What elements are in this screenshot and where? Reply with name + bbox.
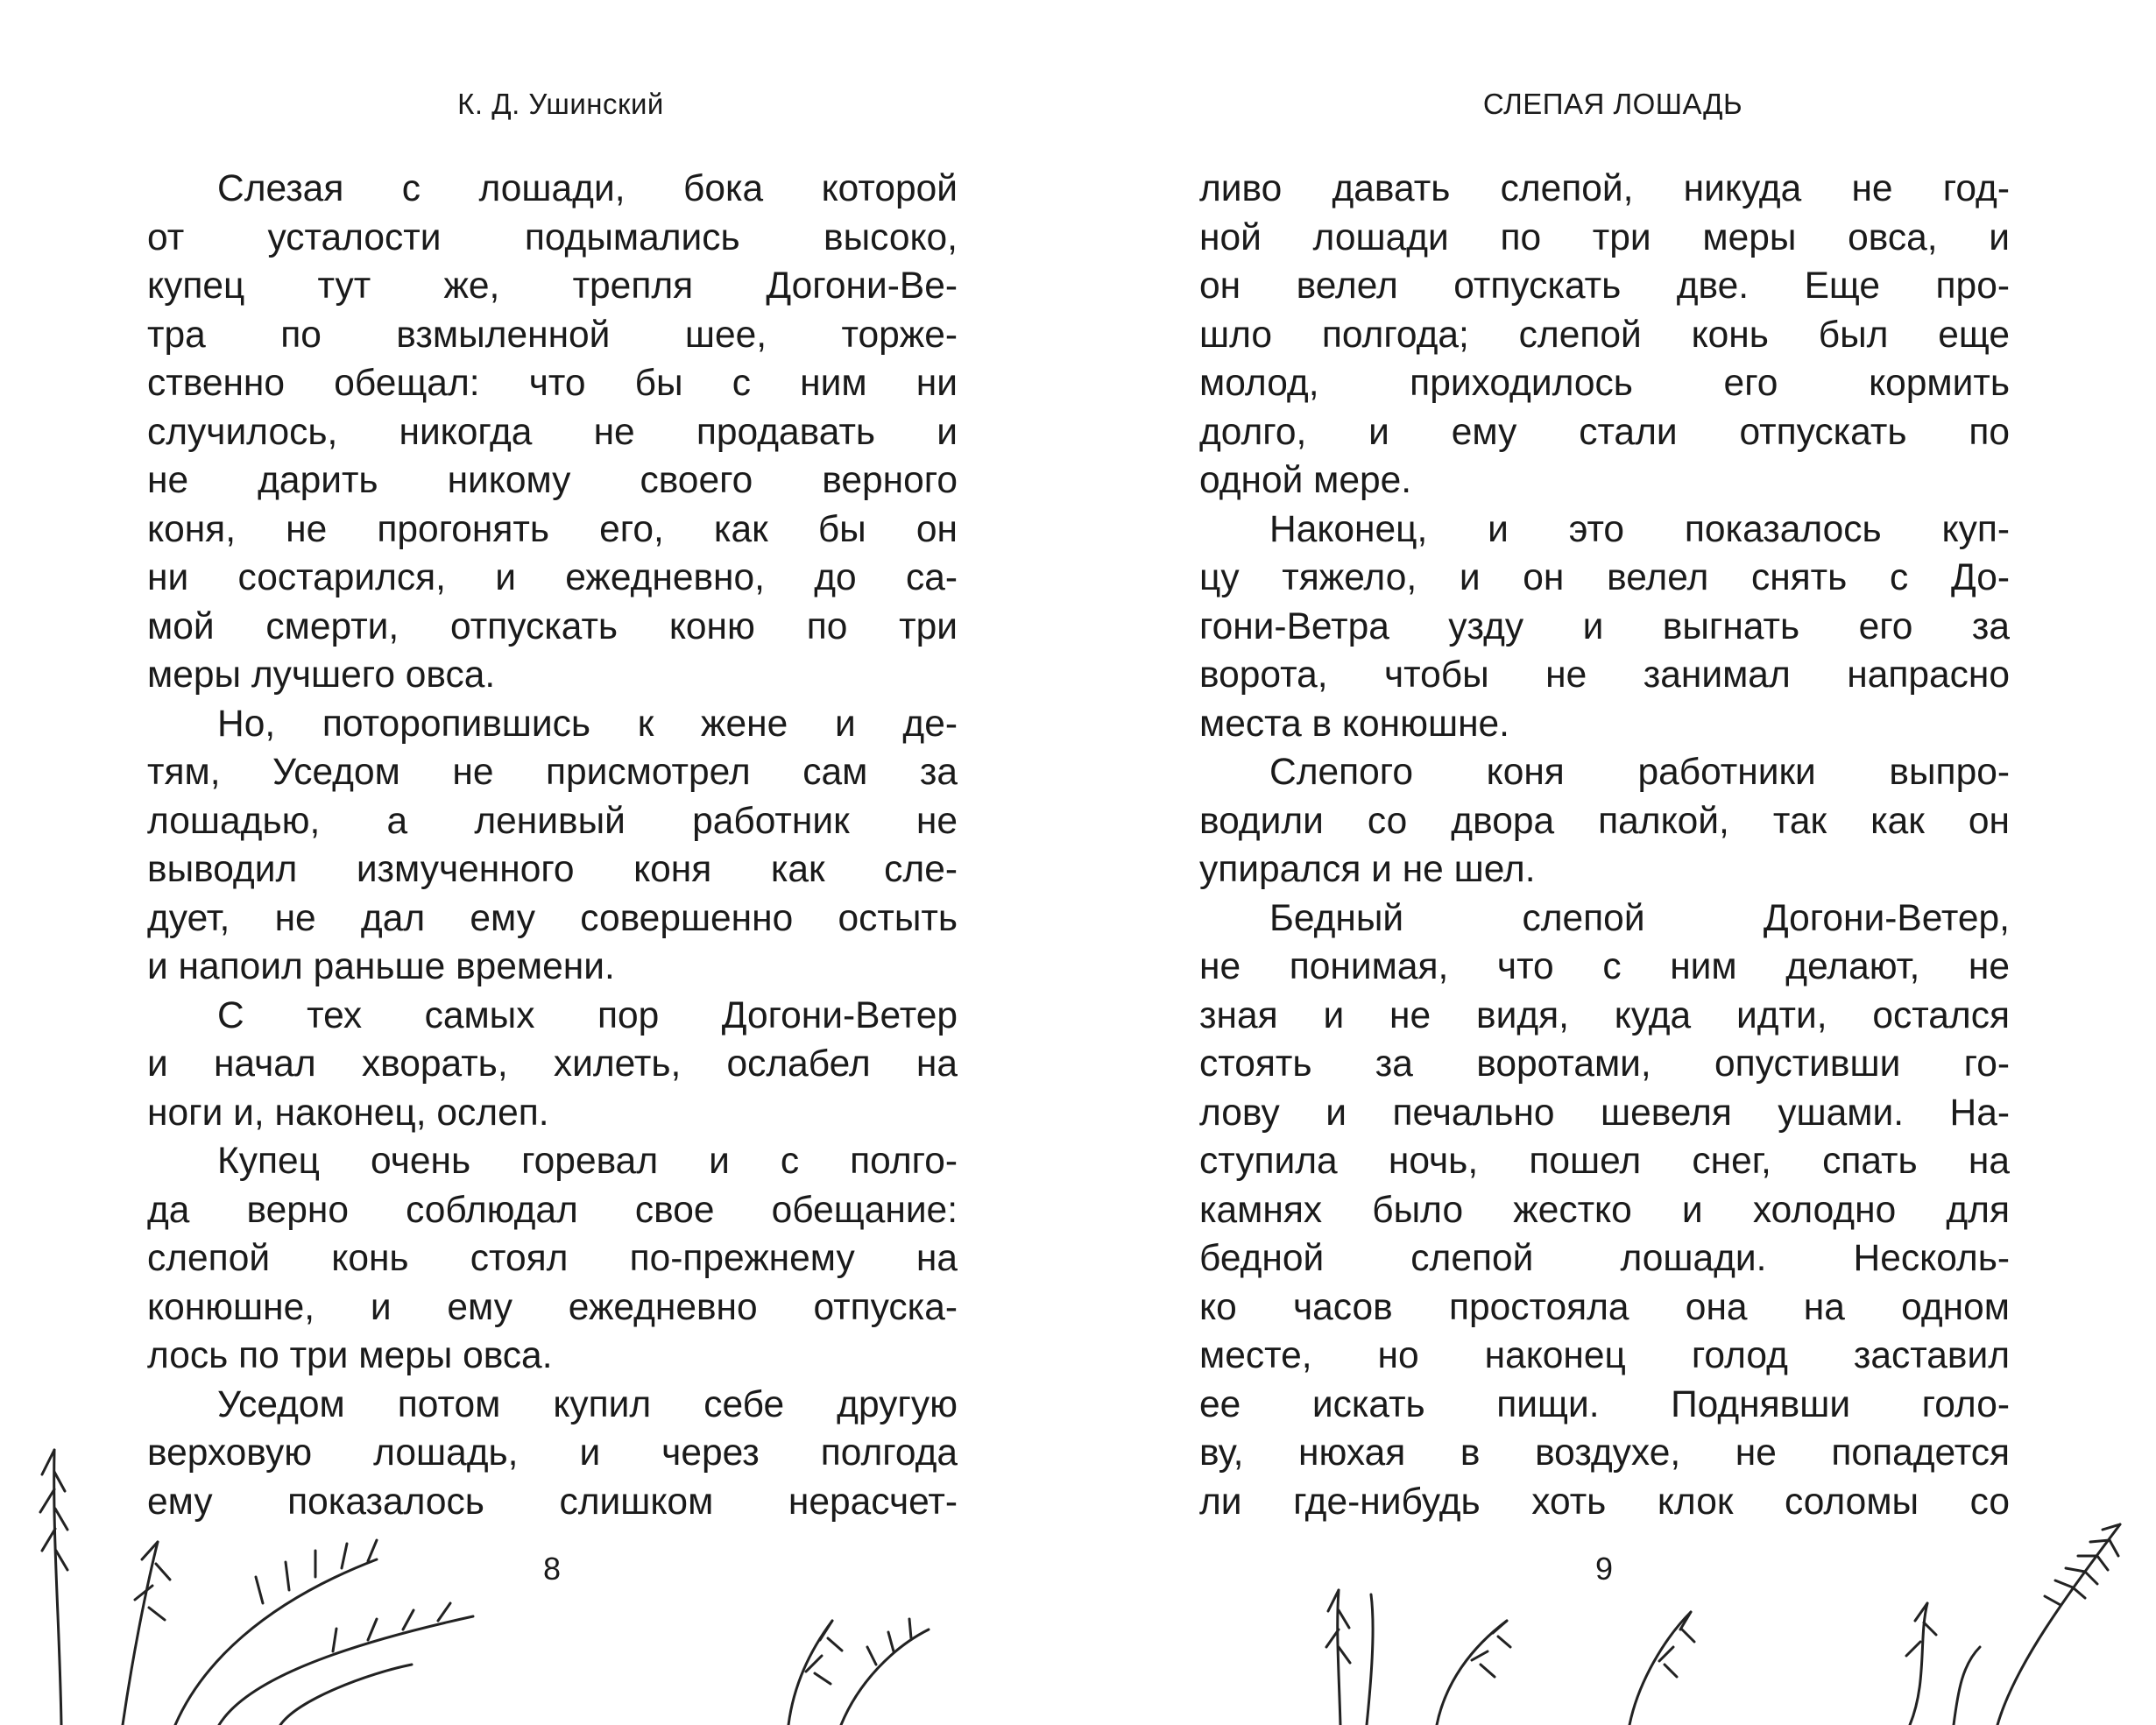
text-line: тям, Уседом не присмотрел сам за xyxy=(147,752,958,793)
text-line: зная и не видя, куда идти, остался xyxy=(1199,994,2010,1036)
text-line: и начал хворать, хилеть, ослабел на xyxy=(147,1043,958,1085)
text-line: молод, приходилось его кормить xyxy=(1199,363,2010,404)
text-line: верховую лошадь, и через полгода xyxy=(147,1432,958,1474)
text-line: дует, не дал ему совершенно остыть xyxy=(147,897,958,939)
text-line: купец тут же, трепля Догони-Ве- xyxy=(147,265,958,307)
text-line: камнях было жестко и холодно для xyxy=(1199,1189,2010,1231)
text-line: лову и печально шевеля ушами. На- xyxy=(1199,1092,2010,1134)
text-line: одной мере. xyxy=(1199,460,1412,501)
text-line: стоять за воротами, опустивши го- xyxy=(1199,1043,2010,1085)
text-line: он велел отпускать две. Еще про- xyxy=(1199,265,2010,307)
text-line: конюшне, и ему ежедневно отпуска- xyxy=(147,1286,958,1328)
text-line: С тех самых пор Догони-Ветер xyxy=(217,994,958,1036)
text-line: выводил измученного коня как сле- xyxy=(147,849,958,890)
text-line: месте, но наконец голод заставил xyxy=(1199,1335,2010,1376)
text-line: Слепого коня работники выпро- xyxy=(1269,752,2010,793)
text-line: ступила ночь, пошел снег, спать на xyxy=(1199,1141,2010,1182)
text-line: ной лошади по три меры овса, и xyxy=(1199,216,2010,258)
text-line: ко часов простояла она на одном xyxy=(1199,1286,2010,1328)
text-line: долго, и ему стали отпускать по xyxy=(1199,411,2010,453)
text-line: коня, не прогонять его, как бы он xyxy=(147,508,958,550)
text-line: Бедный слепой Догони-Ветер, xyxy=(1269,897,2010,939)
running-head-title: СЛЕПАЯ ЛОШАДЬ xyxy=(1482,88,1743,120)
text-line: ему показалось слишком нерасчет- xyxy=(147,1481,958,1523)
text-line: Но, поторопившись к жене и де- xyxy=(217,703,958,745)
text-line: бедной слепой лошади. Несколь- xyxy=(1199,1238,2010,1279)
text-line: упирался и не шел. xyxy=(1199,849,1536,890)
text-line: от усталости подымались высоко, xyxy=(147,216,958,258)
text-line: случилось, никогда не продавать и xyxy=(147,411,958,453)
text-line: меры лучшего овса. xyxy=(147,654,496,696)
text-line: и напоил раньше времени. xyxy=(147,946,615,987)
text-line: ни состарился, и ежедневно, до са- xyxy=(147,557,958,598)
text-line: шло полгода; слепой конь был еще xyxy=(1199,314,2010,356)
text-line: не понимая, что с ним делают, не xyxy=(1199,946,2010,987)
text-line: ее искать пищи. Поднявши голо- xyxy=(1199,1383,2010,1425)
right-page xyxy=(1078,0,2156,1725)
text-line: ву, нюхая в воздухе, не попадется xyxy=(1199,1432,2010,1474)
text-line: ли где-нибудь хоть клок соломы со xyxy=(1199,1481,2010,1523)
text-line: Купец очень горевал и с полго- xyxy=(217,1141,958,1182)
text-line: ворота, чтобы не занимал напрасно xyxy=(1199,654,2010,696)
text-line: да верно соблюдал свое обещание: xyxy=(147,1189,958,1231)
text-line: ноги и, наконец, ослеп. xyxy=(147,1092,549,1134)
text-line: слепой конь стоял по-прежнему на xyxy=(147,1238,958,1279)
text-line: водили со двора палкой, так как он xyxy=(1199,800,2010,842)
running-head-author: К. Д. Ушинский xyxy=(457,88,664,120)
text-line: тра по взмыленной шее, торже- xyxy=(147,314,958,356)
text-line: мой смерти, отпускать коню по три xyxy=(147,605,958,647)
text-line: Наконец, и это показалось куп- xyxy=(1269,508,2010,550)
text-line: Слезая с лошади, бока которой xyxy=(217,168,958,209)
page-number-left: 8 xyxy=(542,1551,562,1587)
text-line: лось по три меры овса. xyxy=(147,1335,553,1376)
left-page-text xyxy=(147,165,958,1526)
text-line: ливо давать слепой, никуда не год- xyxy=(1199,168,2010,209)
text-line: цу тяжело, и он велел снять с До- xyxy=(1199,557,2010,598)
text-line: Уседом потом купил себе другую xyxy=(217,1383,958,1425)
text-line: не дарить никому своего верного xyxy=(147,460,958,501)
text-line: гони-Ветра узду и выгнать его за xyxy=(1199,605,2010,647)
text-line: места в конюшне. xyxy=(1199,703,1509,745)
text-line: ственно обещал: что бы с ним ни xyxy=(147,363,958,404)
page-number-right: 9 xyxy=(1594,1551,1614,1587)
right-page-text xyxy=(1199,165,2010,1526)
text-line: лошадью, а ленивый работник не xyxy=(147,800,958,842)
